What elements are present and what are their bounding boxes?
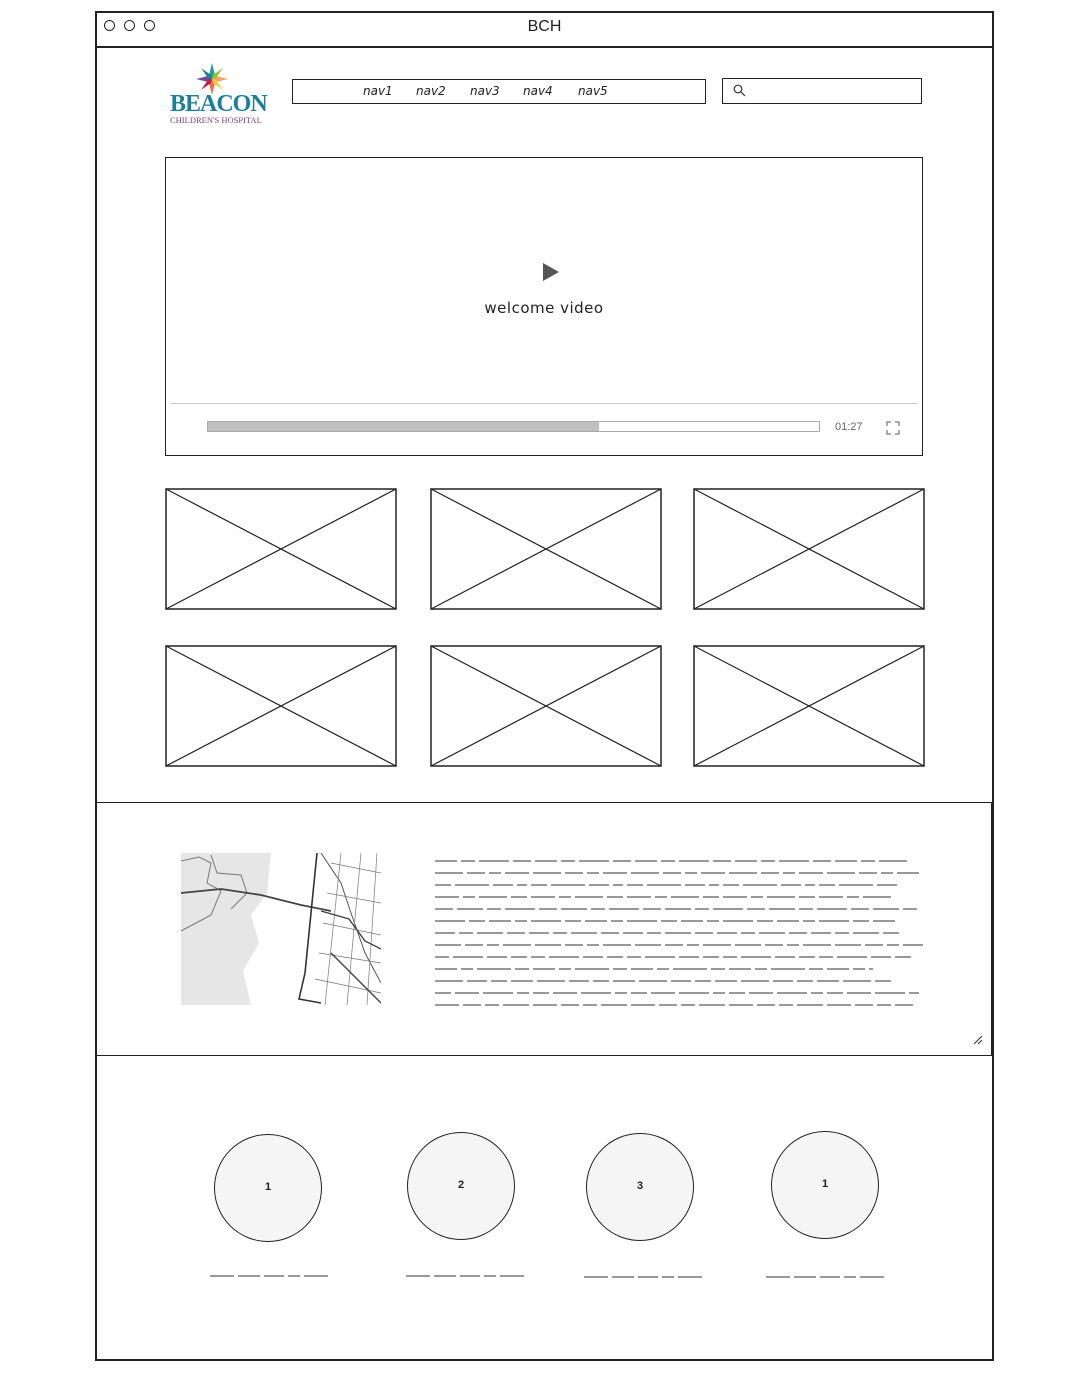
image-placeholder-icon bbox=[165, 488, 397, 610]
image-placeholder-3[interactable] bbox=[693, 488, 925, 610]
step-caption-scribble bbox=[210, 1273, 330, 1279]
nav-bar bbox=[292, 79, 706, 104]
info-panel bbox=[96, 802, 992, 1056]
image-placeholder-icon bbox=[693, 488, 925, 610]
map-image[interactable] bbox=[181, 853, 381, 1005]
controls-divider bbox=[170, 403, 918, 404]
search-icon[interactable] bbox=[733, 84, 746, 97]
nav-item-1[interactable]: nav1 bbox=[363, 84, 393, 98]
placeholder-text-scribble bbox=[435, 857, 925, 1012]
video-label: welcome video bbox=[484, 299, 604, 317]
image-placeholder-1[interactable] bbox=[165, 488, 397, 610]
search-input[interactable] bbox=[751, 81, 915, 101]
image-placeholder-4[interactable] bbox=[165, 645, 397, 767]
play-icon[interactable] bbox=[543, 263, 559, 281]
video-progress-bar[interactable] bbox=[207, 421, 820, 432]
image-placeholder-2[interactable] bbox=[430, 488, 662, 610]
step-circle-4[interactable] bbox=[771, 1131, 879, 1239]
step-number: 1 bbox=[264, 1181, 272, 1193]
image-placeholder-icon bbox=[430, 488, 662, 610]
image-placeholder-icon bbox=[165, 645, 397, 767]
search-box bbox=[722, 78, 922, 104]
step-circle-3[interactable] bbox=[586, 1133, 694, 1241]
image-placeholder-6[interactable] bbox=[693, 645, 925, 767]
image-placeholder-5[interactable] bbox=[430, 645, 662, 767]
title-bar bbox=[95, 11, 994, 48]
beacon-logo[interactable] bbox=[165, 62, 265, 132]
image-placeholder-icon bbox=[430, 645, 662, 767]
video-progress-fill bbox=[208, 422, 599, 431]
image-placeholder-icon bbox=[693, 645, 925, 767]
nav-item-2[interactable]: nav2 bbox=[416, 84, 446, 98]
nav-item-4[interactable]: nav4 bbox=[523, 84, 553, 98]
step-number: 3 bbox=[636, 1180, 644, 1192]
resize-handle-icon[interactable] bbox=[973, 1035, 983, 1045]
nav-item-3[interactable]: nav3 bbox=[470, 84, 500, 98]
info-text-block bbox=[435, 857, 925, 1012]
video-time: 01:27 bbox=[835, 421, 863, 433]
step-number: 1 bbox=[821, 1178, 829, 1190]
window-title: BCH bbox=[527, 18, 562, 35]
step-caption-scribble bbox=[766, 1274, 886, 1280]
video-player[interactable] bbox=[165, 157, 923, 456]
step-number: 2 bbox=[457, 1179, 465, 1191]
logo-subtitle: CHILDREN'S HOSPITAL bbox=[170, 115, 262, 125]
nav-item-5[interactable]: nav5 bbox=[578, 84, 608, 98]
step-caption-scribble bbox=[406, 1273, 526, 1279]
fullscreen-icon[interactable] bbox=[886, 421, 900, 435]
step-circle-1[interactable] bbox=[214, 1134, 322, 1242]
logo-wordmark: BEACON bbox=[170, 91, 267, 117]
step-circle-2[interactable] bbox=[407, 1132, 515, 1240]
step-caption-scribble bbox=[584, 1274, 704, 1280]
